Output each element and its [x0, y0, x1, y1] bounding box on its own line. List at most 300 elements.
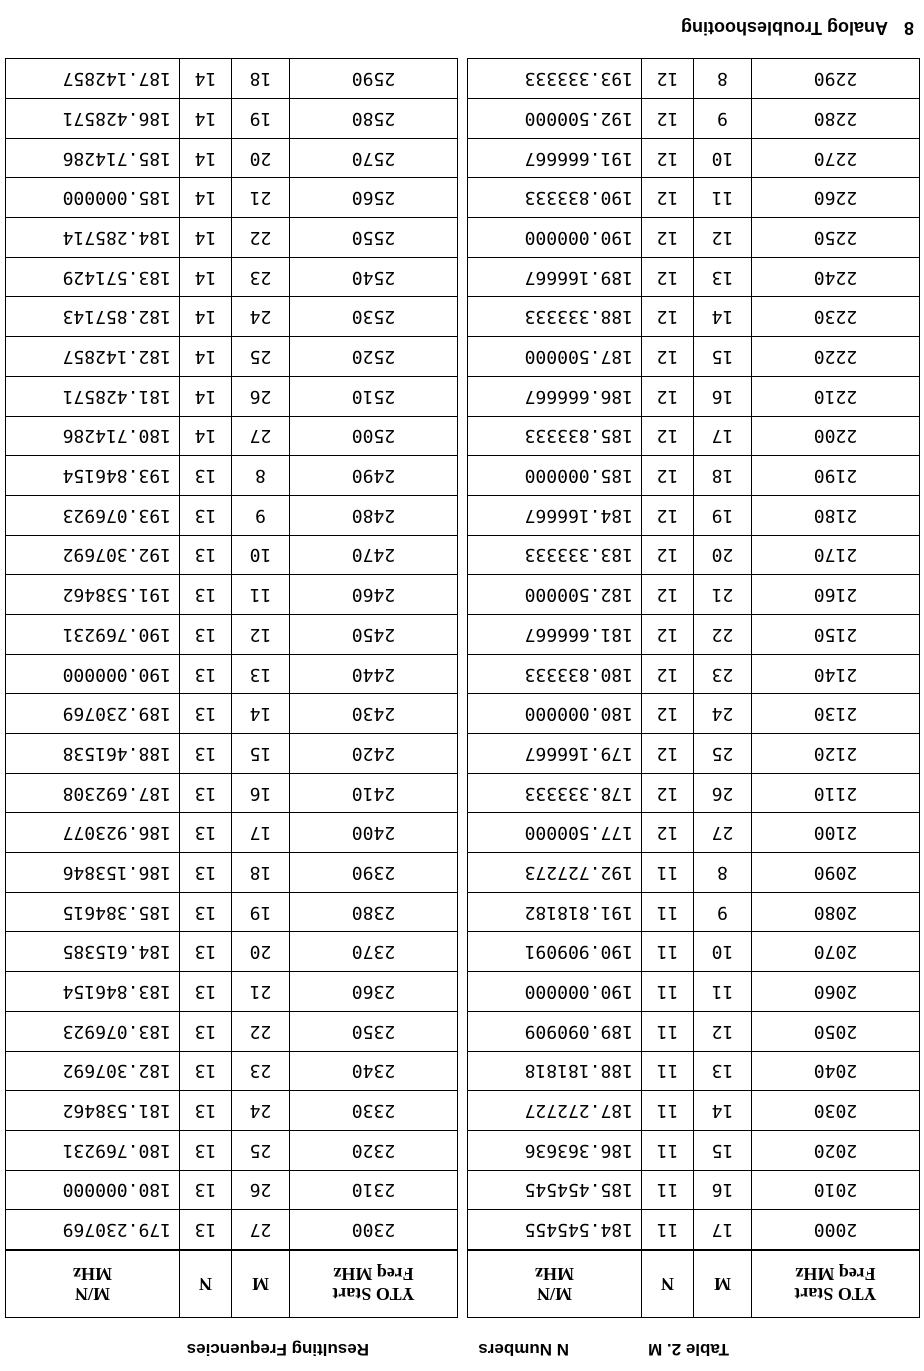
table-row: [468, 416, 920, 456]
cell-yto-freq: 2210: [752, 376, 920, 416]
cell-m: 21: [694, 575, 752, 615]
table-row: [468, 972, 920, 1012]
cell-yto-freq: 2530: [290, 297, 458, 337]
frequency-table-right: [5, 58, 458, 1318]
cell-yto-freq: 2020: [752, 1130, 920, 1170]
table-row: [468, 734, 920, 774]
page-header: [0, 11, 924, 41]
cell-m: 10: [694, 932, 752, 972]
cell-n: 14: [180, 416, 232, 456]
cell-n: 12: [642, 495, 694, 535]
chapter-title: Analog Troubleshooting: [681, 18, 888, 38]
table-row: [468, 1091, 920, 1131]
cell-n: 11: [642, 1011, 694, 1051]
cell-m: 12: [232, 615, 290, 655]
cell-n: 12: [642, 59, 694, 99]
cell-yto-freq: 2120: [752, 734, 920, 774]
table-row: [6, 1130, 458, 1170]
cell-m: 18: [232, 59, 290, 99]
cell-n: 13: [180, 535, 232, 575]
cell-n: 13: [180, 456, 232, 496]
cell-n: 13: [180, 1170, 232, 1210]
cell-yto-freq: 2170: [752, 535, 920, 575]
table-caption: [186, 1335, 729, 1359]
cell-mn-freq: 190.000000: [468, 218, 642, 258]
cell-yto-freq: 2540: [290, 257, 458, 297]
cell-mn-freq: 188.461538: [6, 734, 180, 774]
table-row: [6, 892, 458, 932]
cell-yto-freq: 2070: [752, 932, 920, 972]
cell-m: 8: [694, 59, 752, 99]
cell-m: 9: [232, 495, 290, 535]
cell-m: 19: [232, 892, 290, 932]
cell-yto-freq: 2250: [752, 218, 920, 258]
cell-yto-freq: 2490: [290, 456, 458, 496]
cell-yto-freq: 2100: [752, 813, 920, 853]
col-header-m: M: [694, 1250, 752, 1318]
cell-mn-freq: 182.307692: [6, 1051, 180, 1091]
cell-m: 8: [232, 456, 290, 496]
cell-m: 12: [694, 218, 752, 258]
cell-yto-freq: 2470: [290, 535, 458, 575]
cell-m: 14: [694, 1091, 752, 1131]
cell-yto-freq: 2290: [752, 59, 920, 99]
cell-mn-freq: 180.769231: [6, 1130, 180, 1170]
cell-n: 13: [180, 694, 232, 734]
cell-yto-freq: 2230: [752, 297, 920, 337]
table-row: [6, 257, 458, 297]
cell-mn-freq: 182.857143: [6, 297, 180, 337]
table-row: [6, 99, 458, 139]
cell-mn-freq: 180.000000: [6, 1170, 180, 1210]
cell-yto-freq: 2360: [290, 972, 458, 1012]
cell-n: 12: [642, 297, 694, 337]
cell-m: 26: [232, 1170, 290, 1210]
cell-n: 12: [642, 654, 694, 694]
cell-yto-freq: 2140: [752, 654, 920, 694]
cell-yto-freq: 2160: [752, 575, 920, 615]
cell-m: 12: [694, 1011, 752, 1051]
cell-mn-freq: 182.142857: [6, 337, 180, 377]
table-row: [6, 1051, 458, 1091]
cell-n: 13: [180, 615, 232, 655]
table-row: [468, 813, 920, 853]
cell-m: 18: [694, 456, 752, 496]
cell-mn-freq: 189.230769: [6, 694, 180, 734]
cell-yto-freq: 2580: [290, 99, 458, 139]
table-row: [6, 1170, 458, 1210]
cell-yto-freq: 2000: [752, 1210, 920, 1250]
cell-m: 20: [694, 535, 752, 575]
cell-n: 12: [642, 575, 694, 615]
cell-yto-freq: 2040: [752, 1051, 920, 1091]
table-row: [6, 654, 458, 694]
table-row: [6, 495, 458, 535]
cell-n: 12: [642, 337, 694, 377]
cell-mn-freq: 193.076923: [6, 495, 180, 535]
cell-n: 13: [180, 654, 232, 694]
cell-yto-freq: 2090: [752, 853, 920, 893]
cell-m: 17: [232, 813, 290, 853]
table-row: [6, 376, 458, 416]
cell-mn-freq: 191.538462: [6, 575, 180, 615]
cell-mn-freq: 186.923077: [6, 813, 180, 853]
cell-m: 23: [232, 1051, 290, 1091]
cell-mn-freq: 181.666667: [468, 615, 642, 655]
table-row: [6, 456, 458, 496]
cell-n: 11: [642, 892, 694, 932]
table-row: [6, 59, 458, 99]
cell-n: 13: [180, 773, 232, 813]
cell-mn-freq: 191.818182: [468, 892, 642, 932]
cell-mn-freq: 180.000000: [468, 694, 642, 734]
cell-m: 18: [232, 853, 290, 893]
cell-n: 14: [180, 218, 232, 258]
table-row: [6, 337, 458, 377]
cell-n: 13: [180, 1210, 232, 1250]
table-row: [468, 1170, 920, 1210]
cell-yto-freq: 2190: [752, 456, 920, 496]
cell-n: 14: [180, 257, 232, 297]
table-row: [6, 972, 458, 1012]
cell-mn-freq: 183.076923: [6, 1011, 180, 1051]
cell-n: 11: [642, 1130, 694, 1170]
cell-yto-freq: 2220: [752, 337, 920, 377]
cell-m: 27: [694, 813, 752, 853]
cell-n: 13: [180, 892, 232, 932]
cell-n: 12: [642, 615, 694, 655]
cell-yto-freq: 2520: [290, 337, 458, 377]
table-row: [468, 138, 920, 178]
cell-mn-freq: 177.500000: [468, 813, 642, 853]
cell-mn-freq: 187.692308: [6, 773, 180, 813]
cell-mn-freq: 182.500000: [468, 575, 642, 615]
cell-n: 12: [642, 734, 694, 774]
cell-mn-freq: 186.363636: [468, 1130, 642, 1170]
cell-mn-freq: 183.846154: [6, 972, 180, 1012]
cell-m: 14: [232, 694, 290, 734]
cell-mn-freq: 186.666667: [468, 376, 642, 416]
cell-mn-freq: 184.285714: [6, 218, 180, 258]
cell-n: 11: [642, 1170, 694, 1210]
cell-n: 13: [180, 1091, 232, 1131]
cell-m: 8: [694, 853, 752, 893]
cell-m: 16: [694, 1170, 752, 1210]
cell-yto-freq: 2390: [290, 853, 458, 893]
cell-n: 12: [642, 456, 694, 496]
cell-yto-freq: 2410: [290, 773, 458, 813]
cell-m: 24: [232, 297, 290, 337]
cell-m: 22: [232, 218, 290, 258]
cell-yto-freq: 2590: [290, 59, 458, 99]
cell-yto-freq: 2180: [752, 495, 920, 535]
table-row: [468, 853, 920, 893]
table-caption-part3: Resulting Frequencies: [186, 1340, 369, 1359]
cell-yto-freq: 2370: [290, 932, 458, 972]
cell-yto-freq: 2110: [752, 773, 920, 813]
frequency-table-left: [467, 58, 920, 1318]
table-row: [468, 1210, 920, 1250]
cell-n: 12: [642, 694, 694, 734]
cell-mn-freq: 190.909091: [468, 932, 642, 972]
cell-n: 14: [180, 337, 232, 377]
cell-m: 11: [232, 575, 290, 615]
cell-n: 12: [642, 535, 694, 575]
cell-mn-freq: 184.545455: [468, 1210, 642, 1250]
cell-n: 11: [642, 853, 694, 893]
cell-n: 11: [642, 972, 694, 1012]
table-row: [6, 813, 458, 853]
cell-yto-freq: 2480: [290, 495, 458, 535]
cell-mn-freq: 185.000000: [6, 178, 180, 218]
cell-m: 24: [232, 1091, 290, 1131]
cell-mn-freq: 192.727273: [468, 853, 642, 893]
cell-mn-freq: 188.181818: [468, 1051, 642, 1091]
cell-m: 11: [694, 178, 752, 218]
cell-mn-freq: 185.454545: [468, 1170, 642, 1210]
cell-yto-freq: 2280: [752, 99, 920, 139]
table-row: [468, 495, 920, 535]
cell-n: 12: [642, 178, 694, 218]
cell-mn-freq: 186.153846: [6, 853, 180, 893]
table-row: [468, 694, 920, 734]
cell-m: 19: [694, 495, 752, 535]
table-row: [468, 615, 920, 655]
cell-mn-freq: 184.615385: [6, 932, 180, 972]
cell-mn-freq: 187.500000: [468, 337, 642, 377]
cell-mn-freq: 190.000000: [6, 654, 180, 694]
cell-yto-freq: 2500: [290, 416, 458, 456]
cell-n: 13: [180, 1051, 232, 1091]
cell-m: 27: [232, 416, 290, 456]
cell-n: 14: [180, 99, 232, 139]
col-header-m: M: [232, 1250, 290, 1318]
cell-yto-freq: 2450: [290, 615, 458, 655]
cell-n: 13: [180, 813, 232, 853]
table-row: [468, 297, 920, 337]
table-row: [6, 1011, 458, 1051]
cell-m: 14: [694, 297, 752, 337]
cell-n: 14: [180, 297, 232, 337]
cell-mn-freq: 185.833333: [468, 416, 642, 456]
cell-mn-freq: 190.769231: [6, 615, 180, 655]
cell-mn-freq: 192.500000: [468, 99, 642, 139]
cell-n: 12: [642, 376, 694, 416]
table-row: [468, 99, 920, 139]
table-row: [468, 178, 920, 218]
cell-mn-freq: 187.142857: [6, 59, 180, 99]
cell-n: 14: [180, 178, 232, 218]
cell-m: 19: [232, 99, 290, 139]
cell-n: 12: [642, 813, 694, 853]
cell-mn-freq: 187.272727: [468, 1091, 642, 1131]
cell-m: 15: [694, 1130, 752, 1170]
table-row: [468, 1051, 920, 1091]
table-row: [468, 337, 920, 377]
cell-n: 12: [642, 773, 694, 813]
cell-m: 10: [694, 138, 752, 178]
cell-n: 11: [642, 932, 694, 972]
table-caption-part2: N Numbers: [478, 1340, 569, 1359]
table-row: [6, 178, 458, 218]
cell-mn-freq: 185.000000: [468, 456, 642, 496]
cell-mn-freq: 180.833333: [468, 654, 642, 694]
cell-yto-freq: 2330: [290, 1091, 458, 1131]
cell-mn-freq: 179.166667: [468, 734, 642, 774]
table-row: [6, 575, 458, 615]
cell-mn-freq: 190.833333: [468, 178, 642, 218]
cell-yto-freq: 2350: [290, 1011, 458, 1051]
cell-n: 13: [180, 575, 232, 615]
cell-mn-freq: 183.333333: [468, 535, 642, 575]
cell-n: 13: [180, 734, 232, 774]
cell-yto-freq: 2460: [290, 575, 458, 615]
cell-m: 26: [232, 376, 290, 416]
table-row: [468, 376, 920, 416]
cell-yto-freq: 2420: [290, 734, 458, 774]
col-header-yto: YTO Start Freq MHz: [752, 1250, 920, 1318]
cell-mn-freq: 193.333333: [468, 59, 642, 99]
table-row: [468, 257, 920, 297]
cell-mn-freq: 190.000000: [468, 972, 642, 1012]
cell-m: 24: [694, 694, 752, 734]
cell-yto-freq: 2400: [290, 813, 458, 853]
cell-n: 13: [180, 1130, 232, 1170]
cell-n: 12: [642, 257, 694, 297]
chapter-number: 8: [903, 18, 914, 38]
cell-mn-freq: 183.571429: [6, 257, 180, 297]
cell-m: 25: [232, 337, 290, 377]
cell-n: 11: [642, 1091, 694, 1131]
cell-m: 11: [694, 972, 752, 1012]
cell-yto-freq: 2150: [752, 615, 920, 655]
table-row: [468, 773, 920, 813]
cell-n: 14: [180, 59, 232, 99]
col-header-mn: M/N MHz: [6, 1250, 180, 1318]
table-row: [468, 1011, 920, 1051]
cell-yto-freq: 2010: [752, 1170, 920, 1210]
cell-m: 9: [694, 99, 752, 139]
cell-yto-freq: 2340: [290, 1051, 458, 1091]
cell-mn-freq: 193.846154: [6, 456, 180, 496]
table-row: [6, 138, 458, 178]
cell-m: 23: [232, 257, 290, 297]
table-row: [6, 218, 458, 258]
cell-n: 13: [180, 972, 232, 1012]
col-header-n: N: [180, 1250, 232, 1318]
cell-m: 13: [694, 1051, 752, 1091]
table-row: [468, 575, 920, 615]
table-row: [468, 218, 920, 258]
cell-m: 27: [232, 1210, 290, 1250]
table-row: [468, 1130, 920, 1170]
cell-n: 13: [180, 932, 232, 972]
cell-mn-freq: 188.333333: [468, 297, 642, 337]
cell-m: 20: [232, 932, 290, 972]
cell-n: 14: [180, 138, 232, 178]
table-row: [468, 535, 920, 575]
cell-m: 16: [232, 773, 290, 813]
cell-mn-freq: 189.166667: [468, 257, 642, 297]
cell-m: 10: [232, 535, 290, 575]
cell-m: 23: [694, 654, 752, 694]
cell-yto-freq: 2310: [290, 1170, 458, 1210]
cell-yto-freq: 2320: [290, 1130, 458, 1170]
cell-yto-freq: 2200: [752, 416, 920, 456]
cell-m: 21: [232, 178, 290, 218]
cell-m: 26: [694, 773, 752, 813]
table-row: [6, 535, 458, 575]
table-row: [6, 853, 458, 893]
table-row: [6, 932, 458, 972]
table-row: [6, 773, 458, 813]
cell-m: 17: [694, 416, 752, 456]
cell-mn-freq: 178.333333: [468, 773, 642, 813]
cell-m: 16: [694, 376, 752, 416]
cell-mn-freq: 180.714286: [6, 416, 180, 456]
table-row: [6, 615, 458, 655]
cell-yto-freq: 2560: [290, 178, 458, 218]
table-row: [6, 694, 458, 734]
cell-yto-freq: 2440: [290, 654, 458, 694]
table-row: [6, 416, 458, 456]
table-row: [6, 734, 458, 774]
col-header-yto: YTO Start Freq MHz: [290, 1250, 458, 1318]
col-header-mn: M/N MHz: [468, 1250, 642, 1318]
cell-mn-freq: 179.230769: [6, 1210, 180, 1250]
cell-m: 20: [232, 138, 290, 178]
table-row: [468, 892, 920, 932]
cell-n: 12: [642, 416, 694, 456]
table-row: [6, 297, 458, 337]
cell-n: 11: [642, 1210, 694, 1250]
cell-yto-freq: 2430: [290, 694, 458, 734]
cell-n: 13: [180, 495, 232, 535]
table-row: [468, 456, 920, 496]
table-row: [6, 1091, 458, 1131]
cell-m: 21: [232, 972, 290, 1012]
cell-m: 22: [694, 615, 752, 655]
cell-mn-freq: 185.384615: [6, 892, 180, 932]
cell-m: 13: [232, 654, 290, 694]
cell-yto-freq: 2260: [752, 178, 920, 218]
table-row: [468, 932, 920, 972]
table-row: [6, 1210, 458, 1250]
cell-m: 25: [694, 734, 752, 774]
cell-yto-freq: 2080: [752, 892, 920, 932]
cell-mn-freq: 181.538462: [6, 1091, 180, 1131]
cell-n: 12: [642, 218, 694, 258]
cell-mn-freq: 186.428571: [6, 99, 180, 139]
col-header-n: N: [642, 1250, 694, 1318]
cell-yto-freq: 2550: [290, 218, 458, 258]
table-row: [468, 59, 920, 99]
cell-n: 14: [180, 376, 232, 416]
cell-n: 13: [180, 1011, 232, 1051]
cell-mn-freq: 181.428571: [6, 376, 180, 416]
table-label: Table 2. M: [648, 1340, 729, 1359]
cell-yto-freq: 2130: [752, 694, 920, 734]
table-header-row: [6, 1250, 458, 1318]
cell-m: 9: [694, 892, 752, 932]
cell-m: 15: [694, 337, 752, 377]
cell-yto-freq: 2060: [752, 972, 920, 1012]
cell-mn-freq: 191.666667: [468, 138, 642, 178]
cell-m: 22: [232, 1011, 290, 1051]
cell-n: 12: [642, 99, 694, 139]
cell-m: 17: [694, 1210, 752, 1250]
cell-yto-freq: 2270: [752, 138, 920, 178]
